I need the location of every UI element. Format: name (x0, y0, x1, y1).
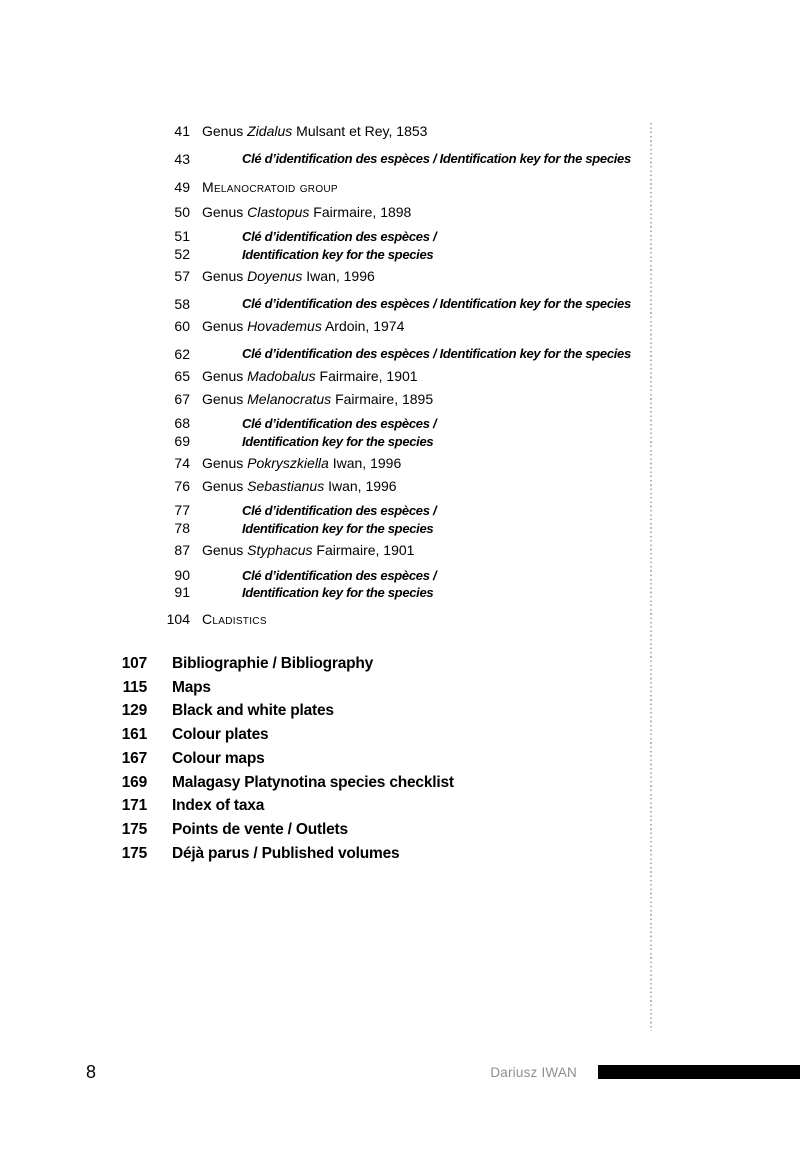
entry-text: Clé d’identification des espèces / Identification key for the species (242, 295, 631, 311)
entry-text: Genus Sebastianus Iwan, 1996 (202, 477, 397, 494)
toc-upper (0, 120, 655, 632)
toc-key-line (0, 502, 655, 520)
entry-text: Genus Zidalus Mulsant et Rey, 1853 (202, 123, 428, 139)
entry-text: Maps (172, 678, 211, 696)
page-ref: 65 (174, 368, 190, 384)
page-number: 8 (86, 1062, 97, 1082)
genus-name: Zidalus (247, 123, 293, 139)
toc-key-line (0, 567, 655, 585)
page-ref: 171 (121, 797, 147, 815)
entry-text: Cladistics (202, 610, 267, 627)
genus-name: Madobalus (247, 368, 316, 384)
toc-entry-genus (0, 452, 655, 475)
toc-entry-main (0, 676, 655, 700)
page-ref: 41 (174, 123, 190, 139)
entry-text: Genus Hovademus Ardoin, 1974 (202, 318, 405, 334)
genus-name: Sebastianus (247, 477, 325, 494)
entry-text: Clé d’identification des espèces / (242, 416, 437, 431)
page-ref: 69 (174, 432, 190, 449)
toc-key-line (0, 293, 655, 316)
page-ref: 107 (121, 655, 147, 672)
entry-text: Déjà parus / Published volumes (172, 844, 400, 862)
toc-entry-key (0, 228, 655, 263)
entry-text: Melanocratoid group (202, 179, 338, 195)
toc-lower (0, 652, 655, 865)
entry-text: Black and white plates (172, 702, 334, 720)
entry-text: Clé d’identification des espèces / (242, 229, 437, 244)
toc-entry-main (0, 842, 655, 866)
toc-entry-genus (0, 201, 655, 224)
entry-text: Bibliographie / Bibliography (172, 655, 374, 672)
page-ref: 90 (174, 566, 190, 583)
entry-text: Index of taxa (172, 797, 265, 815)
toc-entry-genus (0, 539, 655, 562)
page-ref: 115 (122, 678, 147, 696)
toc-key-line (0, 584, 655, 602)
genus-name: Melanocratus (247, 390, 332, 407)
entry-text: Genus Clastopus Fairmaire, 1898 (202, 203, 412, 220)
entry-text: Identification key for the species (242, 585, 434, 600)
toc-entry-main (0, 771, 655, 795)
toc-entry-main (0, 818, 655, 842)
page-ref: 58 (174, 295, 190, 312)
entry-text: Genus Melanocratus Fairmaire, 1895 (202, 390, 434, 407)
entry-text: Genus Pokryszkiella Iwan, 1996 (202, 455, 402, 471)
page-ref: 175 (121, 844, 147, 862)
toc-entry-main (0, 652, 655, 676)
toc-entry-key (0, 148, 655, 171)
entry-text: Clé d’identification des espèces / Identification key for the species (242, 345, 631, 361)
page-ref: 51 (174, 228, 190, 244)
entry-text: Clé d’identification des espèces / (242, 567, 437, 583)
page-ref: 169 (121, 773, 147, 791)
page-ref: 50 (174, 203, 190, 220)
toc-entry-genus (0, 365, 655, 388)
entry-text: Malagasy Platynotina species checklist (172, 773, 454, 791)
toc-entry-genus (0, 120, 655, 143)
footer-black-bar (598, 1065, 800, 1079)
toc-key-line (0, 228, 655, 246)
genus-name: Hovademus (247, 318, 322, 334)
toc-key-line (0, 343, 655, 366)
entry-text: Identification key for the species (242, 520, 434, 536)
page-ref: 167 (121, 749, 147, 767)
toc-key-line (0, 246, 655, 264)
page-ref: 78 (174, 519, 190, 536)
toc-entry-main (0, 699, 655, 723)
page-footer (0, 1062, 800, 1084)
toc-entry-key (0, 415, 655, 450)
genus-name: Pokryszkiella (247, 455, 329, 471)
toc-entry-genus (0, 388, 655, 411)
page-ref: 76 (174, 477, 190, 494)
entry-text: Clé d’identification des espèces / (242, 503, 437, 518)
entry-text: Colour maps (172, 749, 265, 767)
entry-text: Clé d’identification des espèces / Identification key for the species (242, 150, 631, 166)
page-ref: 67 (174, 390, 190, 407)
page-ref: 49 (174, 179, 190, 195)
genus-name: Doyenus (247, 268, 303, 284)
toc-entry-group (0, 176, 655, 199)
footer-author: Dariusz IWAN (490, 1065, 577, 1080)
toc-entry-key (0, 567, 655, 602)
page-ref: 74 (174, 455, 190, 471)
entry-text: Colour plates (172, 726, 269, 744)
toc-entry-genus (0, 475, 655, 498)
page-ref: 104 (166, 610, 190, 627)
toc-entry-main (0, 747, 655, 771)
genus-name: Clastopus (247, 203, 310, 220)
toc-key-line (0, 520, 655, 538)
page-ref: 129 (121, 702, 147, 720)
page-ref: 43 (174, 150, 190, 167)
toc-entry-key (0, 293, 655, 316)
page-ref: 175 (121, 820, 147, 838)
page-ref: 57 (174, 268, 190, 284)
page-ref: 161 (121, 726, 147, 744)
page-ref: 52 (174, 245, 190, 262)
toc-entry-group (0, 608, 655, 631)
toc-entry-genus (0, 265, 655, 288)
page-ref: 91 (174, 584, 190, 600)
toc-entry-genus (0, 315, 655, 338)
toc-entry-main (0, 723, 655, 747)
page-ref: 68 (174, 415, 190, 431)
entry-text: Identification key for the species (242, 433, 434, 449)
page-ref: 60 (174, 318, 190, 334)
page-ref: 62 (174, 345, 190, 362)
entry-text: Identification key for the species (242, 246, 434, 262)
dotted-divider (650, 123, 652, 1031)
toc-key-line (0, 415, 655, 433)
entry-text: Genus Doyenus Iwan, 1996 (202, 268, 375, 284)
toc-key-line (0, 148, 655, 171)
page-ref: 77 (174, 502, 190, 518)
toc-key-line (0, 433, 655, 451)
entry-text: Genus Styphacus Fairmaire, 1901 (202, 542, 415, 558)
toc-entry-key (0, 343, 655, 366)
entry-text: Points de vente / Outlets (172, 820, 348, 838)
entry-text: Genus Madobalus Fairmaire, 1901 (202, 368, 418, 384)
page-ref: 87 (174, 542, 190, 558)
genus-name: Styphacus (247, 542, 313, 558)
toc-entry-main (0, 794, 655, 818)
toc-entry-key (0, 502, 655, 537)
